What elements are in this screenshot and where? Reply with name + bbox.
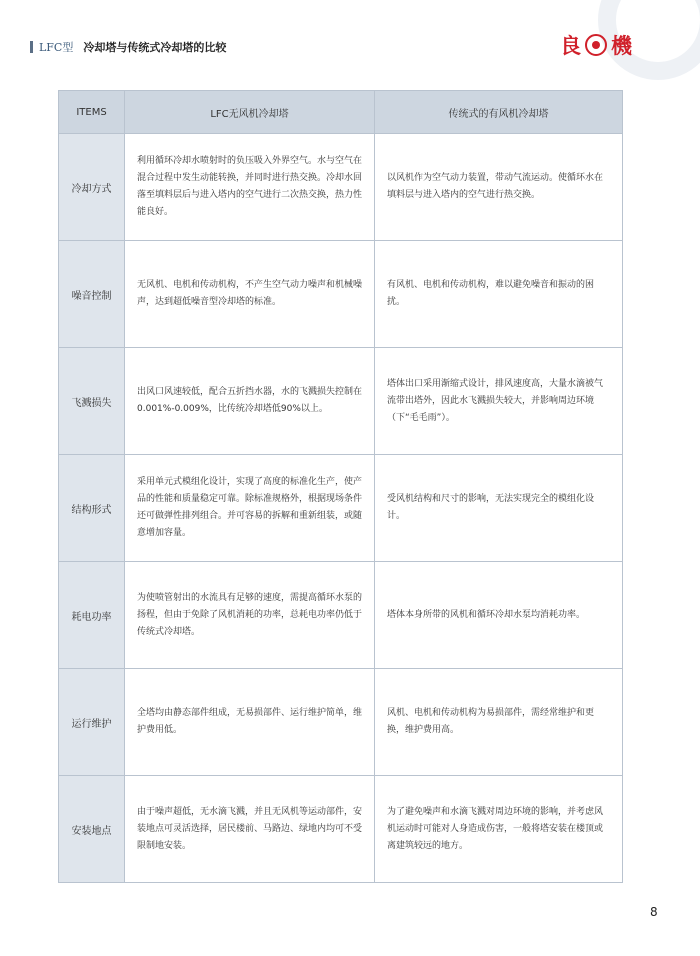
logo-emblem-icon [585,34,607,56]
row-lfc-text: 为使喷管射出的水流具有足够的速度，需提高循环水泵的扬程，但由于免除了风机消耗的功率，总耗电功率仍低于传统式冷却塔。 [125,562,375,669]
row-lfc-text: 利用循环冷却水喷射时的负压吸入外界空气。水与空气在混合过程中发生动能转换，并同时进行热交换。冷却水回落至填料层后与进入塔内的空气进行二次热交换，热力性能良好。 [125,134,375,241]
page-header [30,38,226,56]
company-logo [560,30,632,60]
row-traditional-text: 塔体本身所带的风机和循环冷却水泵均消耗功率。 [375,562,623,669]
row-lfc-text: 采用单元式模组化设计，实现了高度的标准化生产，使产品的性能和质量稳定可靠。除标准规格外，根据现场条件还可做弹性排列组合。并可容易的拆解和重新组装，或随意增加容量。 [125,455,375,562]
table-row [59,134,623,241]
row-lfc-text: 出风口风速较低，配合五折挡水器，水的飞溅损失控制在0.001%-0.009%，比传统冷却塔低90%以上。 [125,348,375,455]
product-type-label: LFC型 [39,41,74,54]
row-item-label: 冷却方式 [59,134,125,241]
row-traditional-text: 有风机、电机和传动机构，难以避免噪音和振动的困扰。 [375,241,623,348]
table-row [59,455,623,562]
table-row [59,669,623,776]
row-lfc-text: 无风机、电机和传动机构，不产生空气动力噪声和机械噪声，达到超低噪音型冷却塔的标准。 [125,241,375,348]
row-traditional-text: 以风机作为空气动力装置，带动气流运动。使循环水在填料层与进入塔内的空气进行热交换。 [375,134,623,241]
row-lfc-text: 全塔均由静态部件组成，无易损部件、运行维护简单，维护费用低。 [125,669,375,776]
comparison-table [58,90,623,883]
header-items: ITEMS [59,91,125,134]
row-lfc-text: 由于噪声超低，无水滴飞溅，并且无风机等运动部件，安装地点可灵活选择，居民楼前、马路边、绿地内均可不受限制地安装。 [125,776,375,883]
page-number: 8 [650,905,658,919]
page-title: 冷却塔与传统式冷却塔的比较 [83,41,227,54]
row-item-label: 安装地点 [59,776,125,883]
row-traditional-text: 风机、电机和传动机构为易损部件，需经常维护和更换，维护费用高。 [375,669,623,776]
header-traditional: 传统式的有风机冷却塔 [375,91,623,134]
row-traditional-text: 塔体出口采用渐缩式设计，排风速度高，大量水滴被气流带出塔外，因此水飞溅损失较大，并影响周边环境（下“毛毛雨”）。 [375,348,623,455]
row-item-label: 噪音控制 [59,241,125,348]
row-item-label: 运行维护 [59,669,125,776]
logo-char-left: 良 [560,33,581,58]
table-header-row [59,91,623,134]
header-accent-bar [30,41,33,53]
row-item-label: 结构形式 [59,455,125,562]
table-row [59,348,623,455]
row-item-label: 耗电功率 [59,562,125,669]
row-traditional-text: 受风机结构和尺寸的影响，无法实现完全的模组化设计。 [375,455,623,562]
row-item-label: 飞溅损失 [59,348,125,455]
header-lfc: LFC无风机冷却塔 [125,91,375,134]
table-row [59,776,623,883]
table-row [59,562,623,669]
table-row [59,241,623,348]
row-traditional-text: 为了避免噪声和水滴飞溅对周边环境的影响，并考虑风机运动时可能对人身造成伤害，一般将塔安装在楼顶或离建筑较远的地方。 [375,776,623,883]
logo-char-right: 機 [611,33,632,58]
